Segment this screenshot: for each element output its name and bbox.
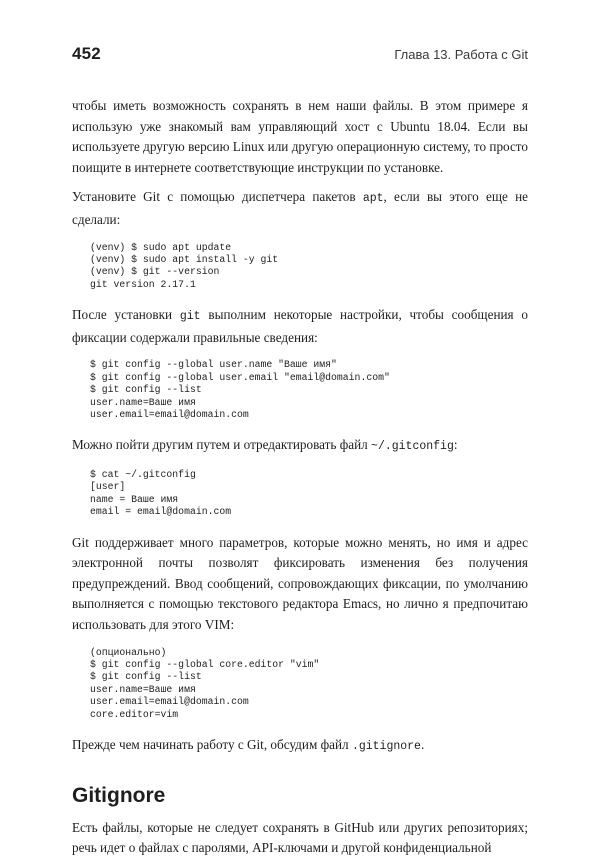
paragraph xyxy=(72,435,528,458)
text-run: После установки xyxy=(72,307,180,323)
paragraph xyxy=(72,187,528,230)
code-block: $ git config --global user.name "Ваше имя" $ git config --global user.email "email@domain.com" $ git config --list user.name=Ваше имя user.email=email@domain.com xyxy=(90,359,390,420)
section-heading: Gitignore xyxy=(72,783,166,807)
inline-code: ~/.gitconfig xyxy=(371,440,454,454)
code-block: (опционально) $ git config --global core.editor "vim" $ git config --list user.name=Ваше имя user.email=email@domain.com core.editor=vim xyxy=(90,646,320,720)
inline-code: git xyxy=(179,310,201,324)
paragraph: чтобы иметь возможность сохранять в нем наши файлы. В этом примере я использую уже знакомый вам управляющий хост с Ubuntu 18.04. Если вы используете другую версию Linux или другую операционную систему, то просто поищите в интернете соответствующие инструкции по установке. xyxy=(72,98,528,175)
page-content xyxy=(72,96,528,859)
text-run: . xyxy=(420,737,425,753)
text-run: Можно пойти другим путем и отредактировать файл xyxy=(72,437,372,453)
paragraph: Есть файлы, которые не следует сохранять в GitHub или других репозиториях; речь идет о файлах с паролями, API-ключами и другой конфиденциальной xyxy=(72,819,528,856)
paragraph xyxy=(72,305,528,348)
paragraph xyxy=(72,735,528,758)
inline-code: .gitignore xyxy=(351,740,421,754)
text-run: , если вы этого еще не сделали: xyxy=(72,189,528,227)
text-run: выполним некоторые настройки, чтобы сообщения о фиксации содержали правильные сведения: xyxy=(72,307,528,345)
inline-code: apt xyxy=(362,192,384,206)
code-block: $ cat ~/.gitconfig [user] name = Ваше имя email = email@domain.com xyxy=(90,469,232,518)
paragraph: Git поддерживает много параметров, которые можно менять, но имя и адрес электронной почты позволят фиксировать изменения без получения предупреждений. Ввод сообщений, сопровождающих фиксации, по умолчанию выполняется с помощью текстового редактора Emacs, но лично я предпочитаю использовать для этого VIM: xyxy=(72,534,528,632)
text-run: : xyxy=(453,437,458,453)
code-block: (venv) $ sudo apt update (venv) $ sudo apt install -y git (venv) $ git --version git version 2.17.1 xyxy=(90,241,279,290)
text-run: Прежде чем начинать работу с Git, обсудим файл xyxy=(72,737,352,753)
text-run: Установите Git с помощью диспетчера пакетов xyxy=(72,189,363,205)
running-head: Глава 13. Работа с Git xyxy=(394,47,528,62)
page-number: 452 xyxy=(72,44,101,63)
